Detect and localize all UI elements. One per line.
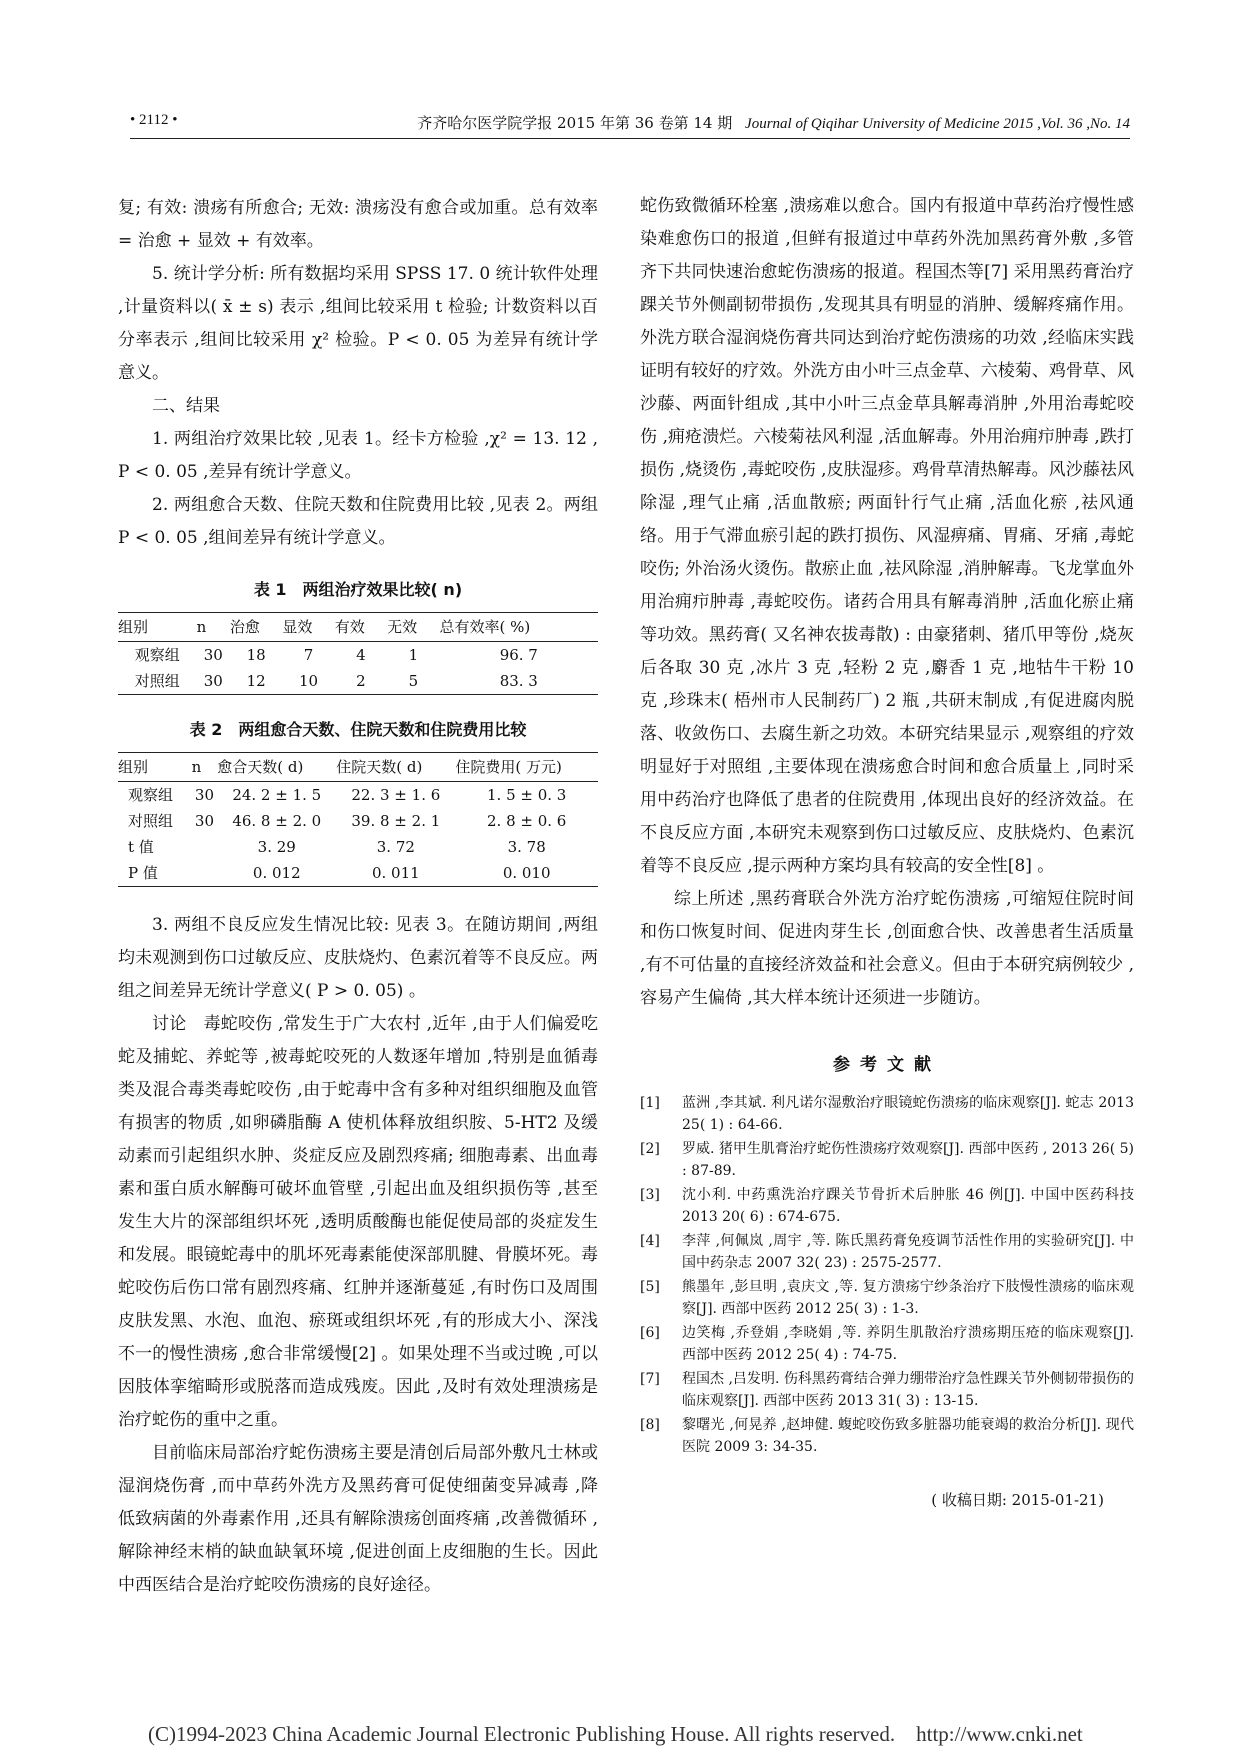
reference-item	[640, 1276, 1134, 1320]
table-row	[118, 782, 598, 809]
page-number: • 2112 •	[130, 112, 178, 128]
table-cell: 30	[203, 646, 223, 664]
table-cell: 30	[194, 812, 214, 830]
header-rule	[130, 138, 1130, 139]
table-cell: 24. 2 ± 1. 5	[232, 786, 322, 804]
table-cell: 1. 5 ± 0. 3	[487, 786, 567, 804]
table-cell	[192, 834, 218, 860]
table-cell: t 值	[128, 838, 154, 856]
paragraph-conclusion: 综上所述 ,黑药膏联合外洗方治疗蛇伤溃疡 ,可缩短住院时间和伤口恢复时间、促进肉芽生长 ,创面愈合快、改善患者生活质量 ,有不可估量的直接经济效益和社会意义。但由于本研究病例较少 ,容易产生偏倚 ,其大样本统计还须进一步随访。	[640, 889, 1134, 1008]
table-cell: 3. 78	[507, 838, 546, 856]
table1	[118, 612, 598, 695]
table2	[118, 752, 598, 887]
table-cell: 22. 3 ± 1. 6	[351, 786, 441, 804]
reference-text: 程国杰 ,吕发明. 伤科黑药膏结合弹力绷带治疗急性踝关节外侧韧带损伤的临床观察[J]. 西部中医药 2013 31( 3) : 13-15.	[682, 1371, 1134, 1409]
reference-number: [8]	[640, 1417, 660, 1433]
section-heading-results: 二、结果	[152, 396, 220, 416]
table-cell: 0. 010	[455, 860, 598, 887]
table2-header: 住院费用( 万元)	[455, 753, 598, 782]
table2-caption: 表 2 两组愈合天数、住院天数和住院费用比较	[189, 720, 527, 739]
table1-header: n	[197, 613, 230, 642]
paragraph-discussion-cont: 蛇伤致微循环栓塞 ,溃疡难以愈合。国内有报道中草药治疗慢性感染难愈伤口的报道 ,但鲜有报道过中草药外洗加黑药膏外敷 ,多管齐下共同快速治愈蛇伤溃疡的报道。程国杰等[7] 采用黑药膏治疗踝关节外侧副韧带损伤 ,发现其具有明显的消肿、缓解疼痛作用。外洗方联合湿润烧伤膏共同达到治疗蛇伤溃疡的功效 ,经临床实践证明有较好的疗效。外洗方由小叶三点金草、六棱菊、鸡骨草、风沙藤、两面针组成 ,其中小叶三点金草具解毒消肿 ,外用治毒蛇咬伤 ,痈疮溃烂。六棱菊祛风利湿 ,活血解毒。外用治痈疖肿毒 ,跌打损伤 ,烧烫伤 ,毒蛇咬伤 ,皮肤湿疹。鸡骨草清热解毒。风沙藤祛风除湿 ,理气止痛 ,活血散瘀; 两面针行气止痛 ,活血化瘀 ,祛风通络。用于气滞血瘀引起的跌打损伤、风湿痹痛、胃痛、牙痛 ,毒蛇咬伤; 外治汤火烫伤。散瘀止血 ,祛风除湿 ,消肿解毒。飞龙掌血外用治痈疖肿毒 ,毒蛇咬伤。诸药合用具有解毒消肿 ,活血化瘀止痛等功效。黑药膏( 又名神农拔毒散) : 由豪猪刺、猪爪甲等份 ,烧灰后各取 30 克 ,冰片 3 克 ,轻粉 2 克 ,麝香 1 克 ,地牯牛干粉 10 克 ,珍珠末( 梧州市人民制药厂) 2 瓶 ,共研末制成 ,有促进腐肉脱落、收敛伤口、去腐生新之功效。本研究结果显示 ,观察组的疗效明显好于对照组 ,主要体现在溃疡愈合时间和愈合质量上 ,同时采用中药治疗也降低了患者的住院费用 ,体现出良好的经济效益。在不良反应方面 ,本研究未观察到伤口过敏反应、皮肤烧灼、色素沉着等不良反应 ,提示两种方案均具有较高的安全性[8] 。	[640, 196, 1134, 876]
journal-title-cn: 齐齐哈尔医学院学报 2015 年第 36 卷第 14 期	[417, 114, 733, 132]
table-cell: 对照组	[128, 812, 174, 830]
table-row	[118, 860, 598, 887]
table-cell: 39. 8 ± 2. 1	[351, 812, 441, 830]
table-row	[118, 668, 598, 695]
table-cell: 3. 72	[376, 838, 415, 856]
reference-item	[640, 1322, 1134, 1366]
table1-header: 显效	[282, 613, 334, 642]
table-cell: 7	[303, 646, 314, 664]
table1-header: 总有效率( %)	[440, 613, 598, 642]
table2-header-row	[118, 753, 598, 782]
reference-item	[640, 1414, 1134, 1458]
table2-header: 组别	[118, 753, 192, 782]
running-header	[130, 112, 1130, 136]
reference-item	[640, 1138, 1134, 1182]
table-row	[118, 808, 598, 834]
copyright-footer: (C)1994-2023 China Academic Journal Electronic Publishing House. All rights reserved. http://www.cnki.net	[148, 1722, 1083, 1746]
reference-text: 罗威. 猪甲生肌膏治疗蛇伤性溃疡疗效观察[J]. 西部中医药 , 2013 26( 5) : 87-89.	[682, 1141, 1134, 1179]
table-cell: 4	[356, 646, 366, 664]
table-cell: 1	[408, 646, 419, 664]
reference-list	[640, 1092, 1134, 1458]
table1-header: 无效	[387, 613, 439, 642]
table-cell	[192, 860, 218, 887]
received-date: ( 收稿日期: 2015-01-21)	[931, 1491, 1104, 1509]
reference-text: 熊墨年 ,彭旦明 ,袁庆文 ,等. 复方溃疡宁纱条治疗下肢慢性溃疡的临床观察[J]. 西部中医药 2012 25( 3) : 1-3.	[682, 1279, 1134, 1317]
journal-title	[417, 112, 1130, 133]
table-cell: 2. 8 ± 0. 6	[487, 812, 567, 830]
table-cell: 96. 7	[499, 646, 538, 664]
table1-caption: 表 1 两组治疗效果比较( n)	[253, 580, 463, 599]
reference-number: [6]	[640, 1325, 660, 1341]
reference-number: [4]	[640, 1233, 660, 1249]
table-cell: 5	[387, 668, 439, 695]
table-cell: 18	[246, 646, 266, 664]
reference-number: [3]	[640, 1187, 660, 1203]
table2-header: 愈合天数( d)	[217, 753, 336, 782]
table-cell: 0. 011	[336, 860, 455, 887]
paragraph-result-2: 2. 两组愈合天数、住院天数和住院费用比较 ,见表 2。两组 P < 0. 05 ,组间差异有统计学意义。	[118, 495, 598, 548]
table-cell: P 值	[118, 860, 192, 887]
table-cell: 0. 012	[217, 860, 336, 887]
reference-number: [7]	[640, 1371, 660, 1387]
table-row	[118, 834, 598, 860]
paragraph-discussion: 讨论 毒蛇咬伤 ,常发生于广大农村 ,近年 ,由于人们偏爱吃蛇及捕蛇、养蛇等 ,被毒蛇咬死的人数逐年增加 ,特别是血循毒类及混合毒类毒蛇咬伤 ,由于蛇毒中含有多种对组织细胞及血管有损害的物质 ,如卵磷脂酶 A 使机体释放组织胺、5-HT2 及缓动素而引起组织水肿、炎症反应及剧烈疼痛; 细胞毒素、出血毒素和蛋白质水解酶可破坏血管壁 ,引起出血及组织损伤等 ,甚至发生大片的深部组织坏死 ,透明质酸酶也能促使局部的炎症发生和发展。眼镜蛇毒中的肌坏死毒素能使深部肌腱、骨膜坏死。毒蛇咬伤后伤口常有剧烈疼痛、红肿并逐渐蔓延 ,有时伤口及周围皮肤发黑、水泡、血泡、瘀斑或组织坏死 ,有的形成大小、深浅不一的慢性溃疡 ,愈合非常缓慢[2] 。如果处理不当或过晚 ,可以因肢体挛缩畸形或脱落而造成残废。因此 ,及时有效处理溃疡是治疗蛇伤的重中之重。	[118, 1014, 598, 1430]
reference-number: [2]	[640, 1141, 660, 1157]
reference-item	[640, 1184, 1134, 1228]
references-heading: 参考文献	[833, 1055, 941, 1075]
table-cell: 30	[194, 786, 214, 804]
table-row	[118, 642, 598, 669]
journal-title-en: Journal of Qiqihar University of Medicine 2015 ,Vol. 36 ,No. 14	[745, 116, 1130, 132]
table2-header: 住院天数( d)	[336, 753, 455, 782]
reference-item	[640, 1230, 1134, 1274]
reference-text: 李萍 ,何佩岚 ,周宇 ,等. 陈氏黑药膏免疫调节活性作用的实验研究[J]. 中国中药杂志 2007 32( 23) : 2575-2577.	[682, 1233, 1134, 1271]
paragraph-efficacy-criteria: 复; 有效: 溃疡有所愈合; 无效: 溃疡没有愈合或加重。总有效率 = 治愈 + 显效 + 有效率。	[118, 198, 598, 251]
table-cell: 观察组	[128, 786, 174, 804]
reference-number: [1]	[640, 1095, 660, 1111]
table-cell: 观察组	[134, 646, 180, 664]
table-cell: 2	[335, 668, 387, 695]
reference-text: 蓝洲 ,李其斌. 利凡诺尔湿敷治疗眼镜蛇伤溃疡的临床观察[J]. 蛇志 2013 25( 1) : 64-66.	[682, 1095, 1134, 1133]
paragraph-discussion-2: 目前临床局部治疗蛇伤溃疡主要是清创后局部外敷凡士林或湿润烧伤膏 ,而中草药外洗方及黑药膏可促使细菌变异减毒 ,降低致病菌的外毒素作用 ,还具有解除溃疡创面疼痛 ,改善微循环 ,解除神经末梢的缺血缺氧环境 ,促进创面上皮细胞的生长。因此中西医结合是治疗蛇咬伤溃疡的良好途径。	[118, 1443, 598, 1595]
table-cell: 对照组	[118, 668, 197, 695]
table1-header-row	[118, 613, 598, 642]
paragraph-statistics: 5. 统计学分析: 所有数据均采用 SPSS 17. 0 统计软件处理 ,计量资料以( x̄ ± s) 表示 ,组间比较采用 t 检验; 计数资料以百分率表示 ,组间比较采用 χ² 检验。P < 0. 05 为差异有统计学意义。	[118, 264, 598, 383]
reference-item	[640, 1092, 1134, 1136]
reference-number: [5]	[640, 1279, 660, 1295]
table1-header: 有效	[335, 613, 387, 642]
right-column	[640, 190, 1134, 1517]
table-cell: 30	[197, 668, 230, 695]
reference-text: 沈小利. 中药熏洗治疗踝关节骨折术后肿胀 46 例[J]. 中国中医药科技 2013 20( 6) : 674-675.	[682, 1187, 1134, 1225]
table1-header: 治愈	[230, 613, 282, 642]
reference-text: 黎曙光 ,何晃养 ,赵坤健. 蝮蛇咬伤致多脏器功能衰竭的救治分析[J]. 现代医院 2009 3: 34-35.	[682, 1417, 1134, 1455]
table-cell: 83. 3	[440, 668, 598, 695]
table1-header: 组别	[118, 613, 197, 642]
table-cell: 12	[230, 668, 282, 695]
paragraph-result-3: 3. 两组不良反应发生情况比较: 见表 3。在随访期间 ,两组均未观测到伤口过敏反应、皮肤烧灼、色素沉着等不良反应。两组之间差异无统计学意义( P > 0. 05) 。	[118, 915, 598, 1001]
table-cell: 46. 8 ± 2. 0	[232, 812, 322, 830]
reference-item	[640, 1368, 1134, 1412]
table-cell: 10	[282, 668, 334, 695]
table-cell: 3. 29	[257, 838, 296, 856]
reference-text: 边笑梅 ,乔登娟 ,李晓娟 ,等. 养阴生肌散治疗溃疡期压疮的临床观察[J]. 西部中医药 2012 25( 4) : 74-75.	[682, 1325, 1134, 1363]
paragraph-result-1: 1. 两组治疗效果比较 ,见表 1。经卡方检验 ,χ² = 13. 12 , P < 0. 05 ,差异有统计学意义。	[118, 429, 598, 482]
table2-header: n	[192, 753, 218, 782]
left-column	[118, 192, 598, 1602]
